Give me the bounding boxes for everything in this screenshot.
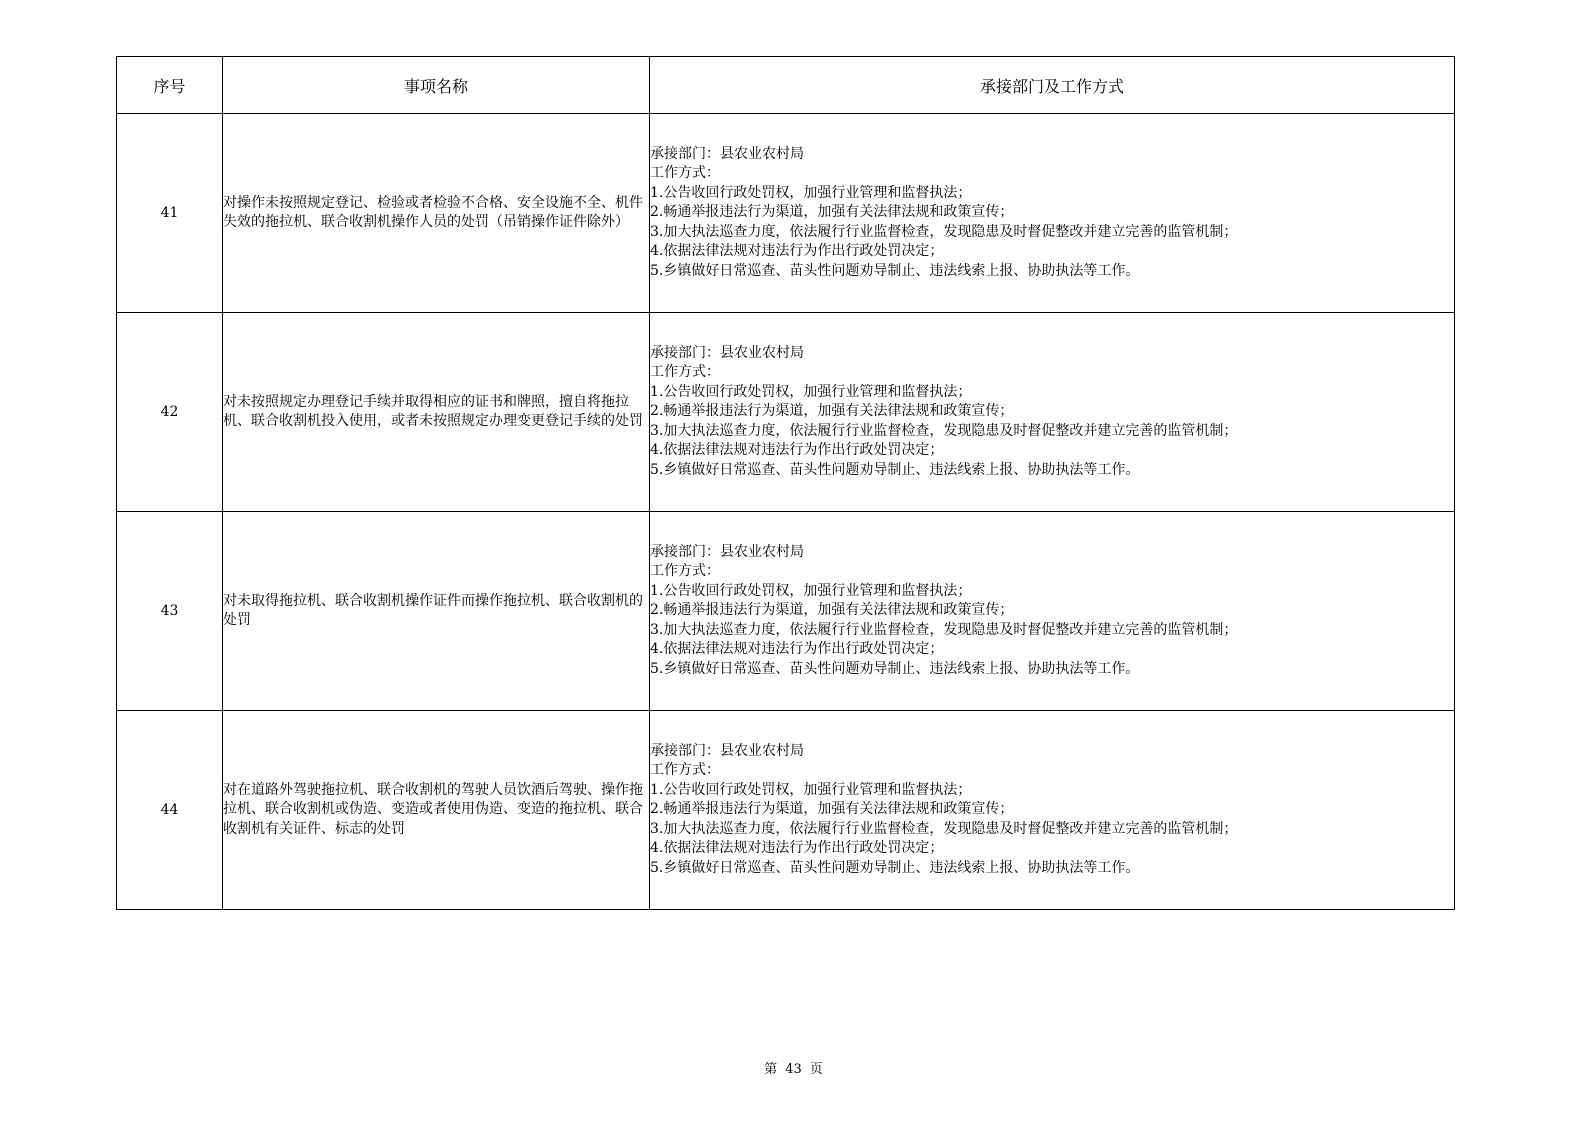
method-step: 2.畅通举报违法行为渠道，加强有关法律法规和政策宣传； — [650, 602, 1014, 619]
method-step: 5.乡镇做好日常巡查、苗头性问题劝导制止、违法线索上报、协助执法等工作。 — [650, 660, 1140, 677]
method-step: 2.畅通举报违法行为渠道，加强有关法律法规和政策宣传； — [650, 204, 1014, 221]
dept-and-method — [650, 313, 1455, 512]
dept-line: 承接部门：县农业农村局 — [650, 543, 804, 560]
item-name: 对在道路外驾驶拖拉机、联合收割机的驾驶人员饮酒后驾驶、操作拖拉机、联合收割机或伪造、变造或者使用伪造、变造的拖拉机、联合收割机有关证件、标志的处罚 — [223, 711, 650, 910]
method-step: 3.加大执法巡查力度，依法履行行业监督检查，发现隐患及时督促整改并建立完善的监管机制； — [650, 820, 1238, 837]
dept-and-method — [650, 711, 1455, 910]
table-row — [117, 711, 1455, 910]
method-step: 5.乡镇做好日常巡查、苗头性问题劝导制止、违法线索上报、协助执法等工作。 — [650, 859, 1140, 876]
row-number: 41 — [117, 114, 223, 313]
header-row — [117, 57, 1455, 114]
method-step: 2.畅通举报违法行为渠道，加强有关法律法规和政策宣传； — [650, 801, 1014, 818]
dept-line: 承接部门：县农业农村局 — [650, 344, 804, 361]
method-step: 5.乡镇做好日常巡查、苗头性问题劝导制止、违法线索上报、协助执法等工作。 — [650, 262, 1140, 279]
method-step: 2.畅通举报违法行为渠道，加强有关法律法规和政策宣传； — [650, 403, 1014, 420]
header-num: 序号 — [117, 57, 223, 114]
method-step: 1.公告收回行政处罚权，加强行业管理和监督执法； — [650, 184, 972, 201]
dept-and-method — [650, 114, 1455, 313]
item-name: 对未取得拖拉机、联合收割机操作证件而操作拖拉机、联合收割机的处罚 — [223, 512, 650, 711]
dept-line: 承接部门：县农业农村局 — [650, 742, 804, 759]
method-step: 4.依据法律法规对违法行为作出行政处罚决定； — [650, 243, 944, 260]
method-step: 4.依据法律法规对违法行为作出行政处罚决定； — [650, 641, 944, 658]
method-step: 3.加大执法巡查力度，依法履行行业监督检查，发现隐患及时督促整改并建立完善的监管机制； — [650, 621, 1238, 638]
matters-table — [116, 56, 1455, 910]
method-step: 4.依据法律法规对违法行为作出行政处罚决定； — [650, 840, 944, 857]
dept-and-method — [650, 512, 1455, 711]
method-step: 5.乡镇做好日常巡查、苗头性问题劝导制止、违法线索上报、协助执法等工作。 — [650, 461, 1140, 478]
item-name: 对未按照规定办理登记手续并取得相应的证书和牌照，擅自将拖拉机、联合收割机投入使用，或者未按照规定办理变更登记手续的处罚 — [223, 313, 650, 512]
method-step: 3.加大执法巡查力度，依法履行行业监督检查，发现隐患及时督促整改并建立完善的监管机制； — [650, 223, 1238, 240]
page-number: 第 43 页 — [764, 1062, 823, 1077]
dept-line: 承接部门：县农业农村局 — [650, 145, 804, 162]
table-row — [117, 313, 1455, 512]
method-step: 4.依据法律法规对违法行为作出行政处罚决定； — [650, 442, 944, 459]
method-step: 1.公告收回行政处罚权，加强行业管理和监督执法； — [650, 582, 972, 599]
table-row — [117, 512, 1455, 711]
row-number: 42 — [117, 313, 223, 512]
row-number: 44 — [117, 711, 223, 910]
method-label: 工作方式： — [650, 364, 720, 381]
method-step: 3.加大执法巡查力度，依法履行行业监督检查，发现隐患及时督促整改并建立完善的监管机制； — [650, 422, 1238, 439]
table-row — [117, 114, 1455, 313]
header-detail: 承接部门及工作方式 — [650, 57, 1455, 114]
method-step: 1.公告收回行政处罚权，加强行业管理和监督执法； — [650, 383, 972, 400]
method-label: 工作方式： — [650, 563, 720, 580]
item-name: 对操作未按照规定登记、检验或者检验不合格、安全设施不全、机件失效的拖拉机、联合收割机操作人员的处罚（吊销操作证件除外） — [223, 114, 650, 313]
header-item: 事项名称 — [223, 57, 650, 114]
row-number: 43 — [117, 512, 223, 711]
method-label: 工作方式： — [650, 762, 720, 779]
method-label: 工作方式： — [650, 165, 720, 182]
method-step: 1.公告收回行政处罚权，加强行业管理和监督执法； — [650, 781, 972, 798]
